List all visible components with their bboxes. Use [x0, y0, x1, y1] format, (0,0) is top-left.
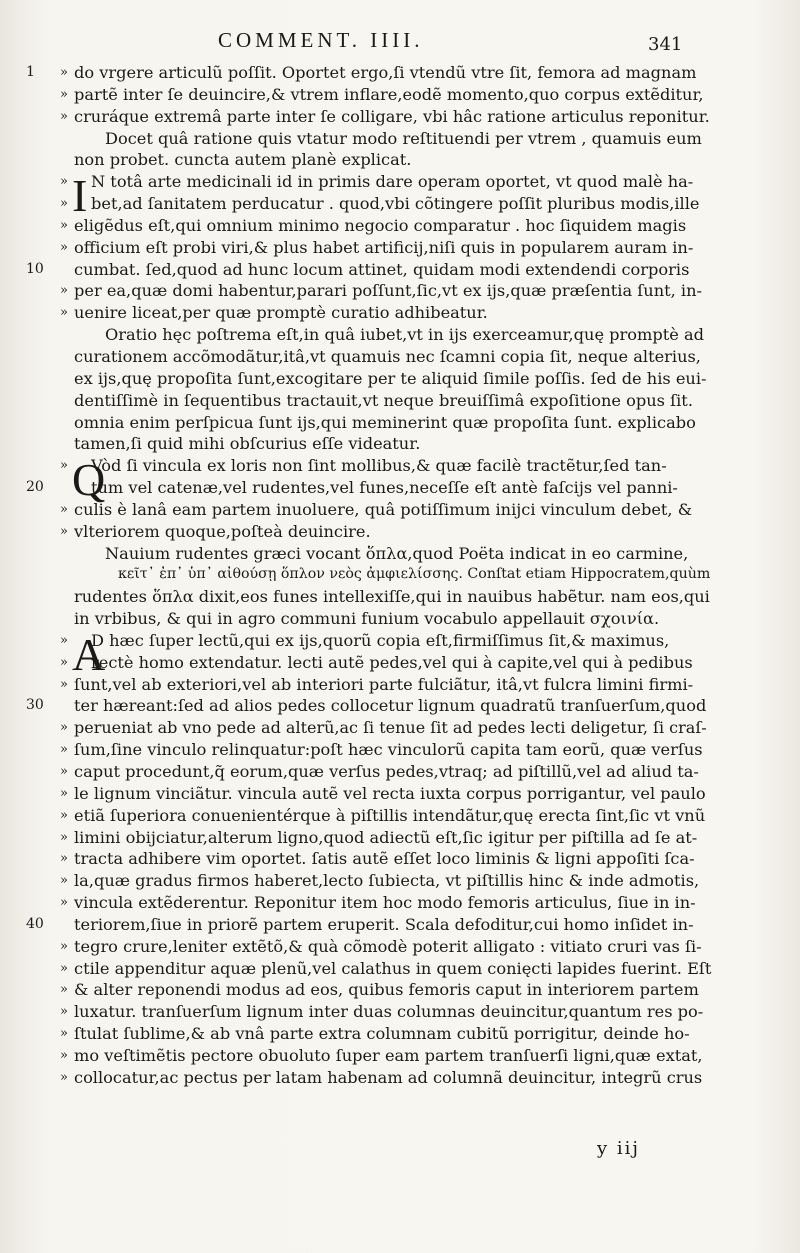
text-line	[0, 346, 800, 368]
line-text: eligẽdus eſt,qui omnium minimo negocio comparatur . hoc ſiquidem magis	[74, 215, 687, 235]
text-line	[0, 543, 800, 565]
line-text: tegro crure,leniter extẽtõ,& quà cõmodè poterit alligato : vitiato cruri vas ſi-	[74, 936, 702, 956]
quotation-mark: »	[60, 764, 68, 779]
text-line	[0, 390, 800, 412]
line-text: Nauium rudentes græci vocant ὅπλα,quod Poëta indicat in eo carmine,	[105, 543, 689, 563]
line-text: collocatur,ac pectus per latam habenam ad columnã deuincitur, integrũ crus	[74, 1067, 703, 1087]
quotation-mark: »	[60, 501, 68, 517]
line-text: ter hæreant:ſed ad alios pedes collocetur lignum quadratũ tranſuerſum,quod	[74, 696, 707, 716]
text-line	[0, 1001, 800, 1023]
text-line	[0, 848, 800, 870]
line-text: Docet quâ ratione quis vtatur modo reſtituendi per vtrem , quamuis eum	[105, 128, 702, 148]
text-line	[0, 1023, 800, 1045]
quotation-mark: »	[60, 895, 68, 911]
quotation-mark: »	[60, 174, 68, 190]
line-text: ſunt,vel ab exteriori,vel ab interiori parte fulciãtur, itâ,vt fulcra limini firmi-	[74, 674, 694, 694]
line-text: omnia enim perſpicua ſunt ijs,qui meminerint quæ propoſita ſunt. explicabo	[74, 412, 696, 432]
text-line	[0, 62, 800, 84]
line-text: bet,ad ſanitatem perducatur . quod,vbi cõtingere poſſit pluribus modis,ille	[91, 194, 700, 214]
text-line	[0, 1045, 800, 1067]
page-header	[0, 28, 800, 62]
text-line	[0, 280, 800, 302]
text-line	[0, 477, 800, 499]
text-line	[0, 958, 800, 980]
line-text: cruráque extremâ parte inter ſe colligare, vbi hâc ratione articulus reponitur.	[74, 106, 710, 126]
text-line	[0, 1067, 800, 1089]
line-text: ex ijs,quę propoſita ſunt,excogitare per te aliquid ſimile poſſis. ſed de his eui-	[74, 368, 707, 388]
quotation-mark: »	[60, 86, 68, 102]
text-line	[0, 870, 800, 892]
quotation-mark: »	[60, 851, 68, 867]
line-text: mo veſtimẽtis pectore obuoluto ſuper eam partem tranſuerſi ligni,quæ extat,	[74, 1045, 703, 1065]
quotation-mark: »	[60, 1026, 68, 1042]
line-text: ctile appenditur aquæ plenũ,vel calathus in quem conięcti lapides fuerint. Eſt	[74, 958, 712, 978]
text-line	[0, 215, 800, 237]
line-text: uenire liceat,per quæ promptè curatio adhibeatur.	[74, 303, 488, 323]
quotation-mark: »	[60, 742, 68, 758]
text-line	[0, 717, 800, 739]
quotation-mark: »	[60, 108, 68, 124]
text-line	[0, 412, 800, 434]
line-number: 40	[26, 915, 44, 932]
text-line	[0, 695, 800, 717]
quotation-mark: »	[60, 1069, 68, 1085]
quotation-mark: »	[60, 523, 68, 539]
line-text: officium eſt probi viri,& plus habet artificij,niſi quis in popularem auram in-	[74, 237, 694, 257]
quotation-mark: »	[60, 196, 68, 212]
line-text: dentiſſimè in ſequentibus tractauit,vt neque breuiſſimâ expoſitione opus ſit.	[74, 390, 693, 410]
quotation-mark: »	[60, 785, 68, 801]
quotation-mark: »	[60, 654, 68, 670]
quotation-mark: »	[60, 1004, 68, 1020]
line-text: vincula extẽderentur. Reponitur item hoc modo femoris articulus, ſiue in in-	[74, 893, 696, 913]
text-line	[0, 193, 800, 215]
quotation-mark: »	[60, 676, 68, 692]
text-line	[0, 608, 800, 630]
page-footer	[0, 1138, 800, 1168]
text-line	[0, 739, 800, 761]
line-text: tracta adhibere vim oportet. ſatis autẽ eſſet loco liminis & ligni appoſiti ſca-	[74, 849, 695, 869]
line-text: tamen,ſi quid mihi obſcurius eſſe videatur.	[74, 434, 421, 454]
line-text: le lignum vinciãtur. vincula autẽ vel recta iuxta corpus porrigantur, vel paulo	[74, 783, 706, 803]
line-number: 1	[26, 64, 35, 80]
line-text: tùm vel catenæ,vel rudentes,vel funes,neceſſe eſt antè faſcijs vel panni-	[91, 478, 678, 498]
line-text: non probet. cuncta autem planè explicat.	[74, 150, 412, 170]
line-text: partẽ inter ſe deuincire,& vtrem inflare,eodẽ momento,quo corpus extẽditur,	[74, 84, 704, 104]
quotation-mark: »	[60, 982, 68, 998]
text-line	[0, 128, 800, 150]
text-line	[0, 302, 800, 324]
line-text: la,quæ gradus firmos haberet,lecto ſubiecta, vt piſtillis hinc & inde admotis,	[74, 871, 700, 891]
text-line	[0, 149, 800, 171]
page-number: 341	[648, 34, 683, 55]
text-line	[0, 564, 800, 586]
quotation-mark: »	[60, 217, 68, 233]
quotation-mark: »	[60, 239, 68, 255]
line-text: etiã ſuperiora conuenientérque à piſtillis intendãtur,quę erecta ſint,ſic vt vnũ	[74, 805, 706, 825]
text-line	[0, 259, 800, 281]
text-line	[0, 783, 800, 805]
line-text: luxatur. tranſuerſum lignum inter duas columnas deuincitur,quantum res po-	[74, 1002, 704, 1022]
text-line	[0, 761, 800, 783]
line-text: rudentes ὅπλα dixit,eos funes intellexiſſe,qui in nauibus habẽtur. nam eos,qui	[74, 587, 710, 607]
line-text: Oratio hęc poſtrema eſt,in quâ iubet,vt in ijs exerceamur,quę promptè ad	[105, 325, 704, 345]
line-text: ſtulat ſublime,& ab vnâ parte extra columnam cubitũ porrigitur, deinde ho-	[74, 1024, 690, 1044]
quotation-mark: »	[60, 458, 68, 474]
line-text: limini obijciatur,alterum ligno,quod adiectũ eſt,ſic igitur per piſtilla ad ſe at-	[74, 827, 698, 847]
quotation-mark: »	[60, 960, 68, 976]
quotation-mark: »	[60, 807, 68, 823]
text-line	[0, 586, 800, 608]
drop-cap: Q	[72, 454, 106, 506]
quotation-mark: »	[60, 829, 68, 845]
quotation-mark: »	[60, 873, 68, 889]
text-line	[0, 674, 800, 696]
text-line	[0, 324, 800, 346]
running-head: COMMENT. IIII.	[218, 28, 424, 52]
line-text: Vòd ſi vincula ex loris non ſint mollibus,& quæ facilè tractẽtur,ſed tan-	[91, 456, 667, 476]
page-body	[0, 62, 800, 1089]
line-number: 10	[26, 260, 44, 277]
line-text: caput procedunt,q̃ eorum,quæ verſus pedes,vtraq; ad piſtillũ,vel ad aliud ta-	[74, 762, 699, 781]
text-line	[0, 84, 800, 106]
quotation-mark: »	[60, 720, 68, 736]
line-text: & alter reponendi modus ad eos, quibus femoris caput in interiorem partem	[74, 980, 699, 1000]
drop-cap: A	[72, 628, 106, 680]
line-text: per ea,quæ domi habentur,parari poſſunt,ſic,vt ex ijs,quæ præſentia ſunt, in-	[74, 281, 702, 301]
line-text: N totâ arte medicinali id in primis dare operam oportet, vt quod malè ha-	[91, 172, 694, 192]
line-text: cumbat. ſed,quod ad hunc locum attinet, quidam modi extendendi corporis	[74, 259, 690, 279]
text-line	[0, 892, 800, 914]
greek-quotation-line: κεῖτ᾽ ἐπ᾽ ὑπ᾽ αἰθούσῃ ὅπλον νεὸς ἀμφιελίσσης. Conſtat etiam Hippocratem,quùm	[118, 566, 711, 583]
drop-cap: I	[72, 170, 88, 222]
text-line	[0, 433, 800, 455]
text-line	[0, 521, 800, 543]
line-text: culis è lanâ eam partem inuoluere, quâ potiſſimum inijci vinculum debet, &	[74, 499, 693, 519]
line-text: ſum,ſine vinculo relinquatur:poſt hæc vinculorũ capita tam eorũ, quæ verſus	[74, 740, 703, 760]
line-text: vlteriorem quoque,poſteà deuincire.	[74, 521, 371, 541]
line-number: 20	[26, 479, 44, 496]
quotation-mark: »	[60, 283, 68, 299]
line-text: in vrbibus, & qui in agro communi funium vocabulo appellauit σχοινία.	[74, 609, 660, 629]
quotation-mark: »	[60, 938, 68, 954]
text-line	[0, 652, 800, 674]
line-text: do vrgere articulũ poſſit. Oportet ergo,ſi vtendũ vtre ſit, femora ad magnam	[74, 63, 697, 82]
text-line	[0, 805, 800, 827]
text-line	[0, 827, 800, 849]
text-line	[0, 368, 800, 390]
quotation-mark: »	[60, 632, 68, 648]
quotation-mark: »	[60, 1047, 68, 1063]
quotation-mark: »	[60, 305, 68, 321]
text-line	[0, 499, 800, 521]
text-line	[0, 106, 800, 128]
line-text: perueniat ab vno pede ad alterũ,ac ſi tenue ſit ad pedes lecti deligetur, ſi craſ-	[74, 718, 707, 738]
line-text: teriorem,ſiue in priorẽ partem eruperit. Scala defoditur,cui homo inſidet in-	[74, 914, 694, 934]
signature-mark: y iij	[597, 1138, 640, 1159]
text-line	[0, 914, 800, 936]
line-text: curationem accõmodãtur,itâ,vt quamuis nec ſcamni copia ſit, neque alterius,	[74, 346, 701, 366]
text-line	[0, 979, 800, 1001]
quotation-mark: »	[60, 65, 68, 80]
text-line	[0, 936, 800, 958]
line-text: D hæc ſuper lectũ,qui ex ijs,quorũ copia eſt,firmiſſimus ſit,& maximus,	[91, 630, 670, 650]
line-text: rectè homo extendatur. lecti autẽ pedes,vel qui à capite,vel qui à pedibus	[91, 652, 693, 672]
text-line	[0, 237, 800, 259]
line-number: 30	[26, 697, 44, 714]
